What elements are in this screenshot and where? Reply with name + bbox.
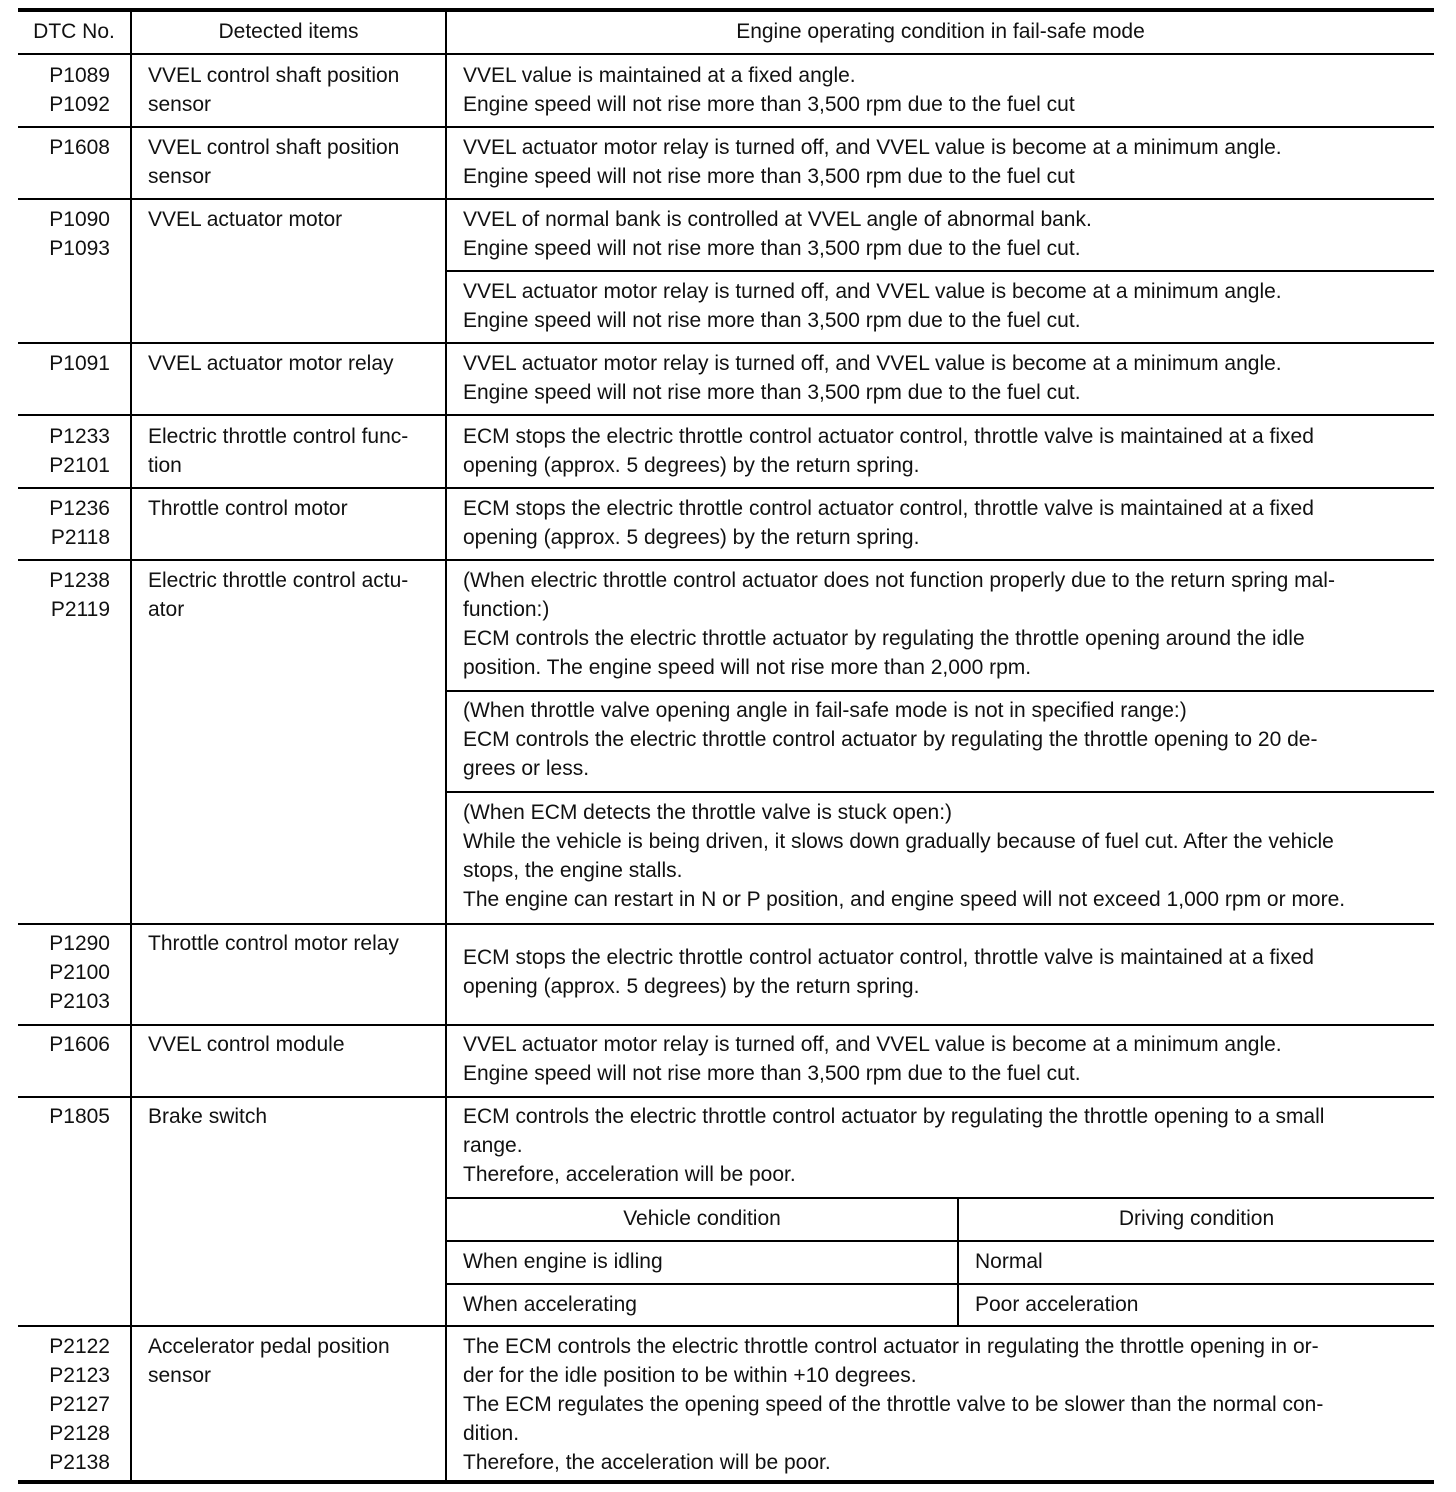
sub-row-divider	[445, 690, 1434, 692]
column-divider	[445, 12, 447, 1480]
sub-row-divider	[445, 1283, 1434, 1285]
subtable-driving-condition: Poor acceleration	[975, 1293, 1139, 1316]
subtable-header-vehicle-condition: Vehicle condition	[623, 1207, 781, 1230]
row-divider	[18, 342, 1434, 344]
detected-item: Throttle control motor relay	[148, 932, 399, 955]
fail-safe-condition: VVEL value is maintained at a fixed angle. Engine speed will not rise more than 3,500 rpm due to the fuel cut	[463, 64, 1075, 116]
row-divider	[18, 1024, 1434, 1026]
detected-item: VVEL control shaft position sensor	[148, 136, 400, 188]
column-divider	[130, 12, 132, 1480]
row-divider	[18, 487, 1434, 489]
dtc-code: P2122 P2123 P2127 P2128 P2138	[49, 1335, 110, 1474]
dtc-code: P1290 P2100 P2103	[49, 932, 110, 1013]
sub-row-divider	[445, 1240, 1434, 1242]
row-divider	[18, 1096, 1434, 1098]
row-divider	[18, 414, 1434, 416]
fail-safe-condition: (When electric throttle control actuator does not function properly due to the return spring mal- function:) ECM controls the electric throttle actuator by regulating the throttle opening around the idle position. The engine speed will not rise more than 2,000 rpm.	[463, 569, 1335, 679]
dtc-code: P1805	[49, 1105, 110, 1128]
dtc-code: P1236 P2118	[49, 497, 110, 549]
fail-safe-table	[18, 8, 1434, 1484]
detected-item: Throttle control motor	[148, 497, 348, 520]
detected-item: Accelerator pedal position sensor	[148, 1335, 390, 1387]
row-divider	[18, 53, 1434, 55]
detected-item: VVEL control shaft position sensor	[148, 64, 400, 116]
fail-safe-condition: VVEL actuator motor relay is turned off, and VVEL value is become at a minimum angle. Engine speed will not rise more than 3,500 rpm due to the fuel cut.	[463, 280, 1282, 332]
detected-item: VVEL actuator motor	[148, 208, 343, 231]
dtc-code: P1089 P1092	[49, 64, 110, 116]
row-divider	[18, 923, 1434, 925]
dtc-code: P1608	[49, 136, 110, 159]
row-divider	[18, 126, 1434, 128]
detected-item: Brake switch	[148, 1105, 268, 1128]
sub-row-divider	[445, 791, 1434, 793]
subtable-vehicle-condition: When engine is idling	[463, 1250, 663, 1273]
fail-safe-condition: ECM stops the electric throttle control actuator control, throttle valve is maintained at a fixed opening (approx. 5 degrees) by the return spring.	[463, 946, 1314, 998]
detected-item: VVEL control module	[148, 1033, 345, 1056]
fail-safe-condition: VVEL actuator motor relay is turned off, and VVEL value is become at a minimum angle. Engine speed will not rise more than 3,500 rpm due to the fuel cut.	[463, 1033, 1282, 1085]
dtc-code: P1091	[49, 352, 110, 375]
row-divider	[18, 559, 1434, 561]
detected-item: Electric throttle control actu- ator	[148, 569, 409, 621]
subtable-header-driving-condition: Driving condition	[1118, 1207, 1275, 1230]
header-engine-condition: Engine operating condition in fail-safe mode	[736, 20, 1145, 43]
subtable-driving-condition: Normal	[975, 1250, 1043, 1273]
detected-item: Electric throttle control func- tion	[148, 425, 409, 477]
fail-safe-condition: The ECM controls the electric throttle control actuator in regulating the throttle opening in or- der for the idle position to be within +10 degrees. The ECM regulates the opening speed of the throttle valve to be slower than the normal con- dition. Therefore, the acceleration will be poor.	[463, 1335, 1324, 1474]
sub-row-divider	[445, 270, 1434, 272]
dtc-code: P1238 P2119	[49, 569, 110, 621]
detected-item: VVEL actuator motor relay	[148, 352, 394, 375]
row-divider	[18, 198, 1434, 200]
fail-safe-condition: VVEL of normal bank is controlled at VVEL angle of abnormal bank. Engine speed will not rise more than 3,500 rpm due to the fuel cut.	[463, 208, 1092, 260]
dtc-code: P1606	[49, 1033, 110, 1056]
fail-safe-condition: ECM stops the electric throttle control actuator control, throttle valve is maintained at a fixed opening (approx. 5 degrees) by the return spring.	[463, 497, 1314, 549]
fail-safe-condition: ECM controls the electric throttle control actuator by regulating the throttle opening to a small range. Therefore, acceleration will be poor.	[463, 1105, 1325, 1186]
dtc-code: P1233 P2101	[49, 425, 110, 477]
header-detected-items: Detected items	[218, 20, 359, 43]
fail-safe-condition: (When ECM detects the throttle valve is stuck open:) While the vehicle is being driven, it slows down gradually because of fuel cut. After the vehicle stops, the engine stalls. The engine can restart in N or P position, and engine speed will not exceed 1,000 rpm or more.	[463, 801, 1346, 911]
fail-safe-condition: VVEL actuator motor relay is turned off, and VVEL value is become at a minimum angle. Engine speed will not rise more than 3,500 rpm due to the fuel cut.	[463, 352, 1282, 404]
fail-safe-condition: (When throttle valve opening angle in fail-safe mode is not in specified range:) ECM controls the electric throttle control actuator by regulating the throttle opening to 20 de- grees or less.	[463, 699, 1318, 780]
subtable-vehicle-condition: When accelerating	[463, 1293, 637, 1316]
fail-safe-condition: VVEL actuator motor relay is turned off, and VVEL value is become at a minimum angle. Engine speed will not rise more than 3,500 rpm due to the fuel cut	[463, 136, 1282, 188]
fail-safe-condition: ECM stops the electric throttle control actuator control, throttle valve is maintained at a fixed opening (approx. 5 degrees) by the return spring.	[463, 425, 1314, 477]
dtc-code: P1090 P1093	[49, 208, 110, 260]
header-dtc-no: DTC No.	[33, 20, 115, 43]
row-divider	[18, 1325, 1434, 1327]
sub-row-divider	[445, 1197, 1434, 1199]
